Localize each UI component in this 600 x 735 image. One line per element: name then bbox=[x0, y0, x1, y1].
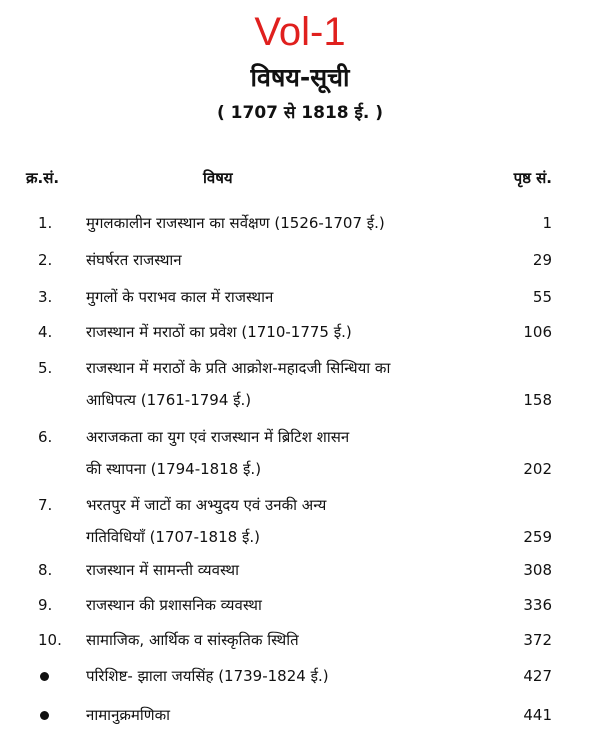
entry-title: आधिपत्य (1761-1794 ई.) bbox=[86, 391, 252, 409]
entry-page-number: 1 bbox=[542, 214, 552, 232]
entry-page-number: 158 bbox=[523, 391, 552, 409]
entry-number: 7. bbox=[38, 496, 53, 514]
entry-page-number: 427 bbox=[523, 667, 552, 685]
entry-title: राजस्थान की प्रशासनिक व्यवस्था bbox=[86, 596, 262, 614]
entry-title: गतिविधियाँ (1707-1818 ई.) bbox=[86, 528, 260, 546]
bullet-icon bbox=[40, 711, 49, 720]
entry-number: 5. bbox=[38, 359, 53, 377]
header-subject: विषय bbox=[203, 169, 233, 187]
entry-page-number: 259 bbox=[523, 528, 552, 546]
entry-title: राजस्थान में मराठों का प्रवेश (1710-1775 ई.) bbox=[86, 323, 352, 341]
entry-page-number: 308 bbox=[523, 561, 552, 579]
entry-number: 10. bbox=[38, 631, 62, 649]
page-subtitle: ( 1707 से 1818 ई. ) bbox=[216, 103, 384, 123]
entry-title: नामानुक्रमणिका bbox=[86, 706, 171, 724]
entry-number: 2. bbox=[38, 251, 53, 269]
entry-title: मुगलकालीन राजस्थान का सर्वेक्षण (1526-1707 ई.) bbox=[86, 214, 385, 232]
entry-number: 4. bbox=[38, 323, 53, 341]
entry-title: अराजकता का युग एवं राजस्थान में ब्रिटिश शासन bbox=[86, 428, 350, 446]
entry-page-number: 55 bbox=[532, 288, 552, 306]
entry-number: 3. bbox=[38, 288, 53, 306]
entry-number: 1. bbox=[38, 214, 53, 232]
entry-title: राजस्थान में मराठों के प्रति आक्रोश-महादजी सिन्धिया का bbox=[86, 359, 391, 377]
volume-label: Vol-1 bbox=[254, 10, 346, 54]
entry-number: 9. bbox=[38, 596, 53, 614]
entry-page-number: 372 bbox=[523, 631, 552, 649]
entry-page-number: 106 bbox=[523, 323, 552, 341]
entry-title: भरतपुर में जाटों का अभ्युदय एवं उनकी अन्य bbox=[86, 496, 327, 514]
entry-title: मुगलों के पराभव काल में राजस्थान bbox=[86, 288, 274, 306]
header-page: पृष्ठ सं. bbox=[513, 169, 552, 187]
entry-title: परिशिष्ट- झाला जयसिंह (1739-1824 ई.) bbox=[86, 667, 329, 685]
entry-page-number: 336 bbox=[523, 596, 552, 614]
entry-page-number: 29 bbox=[532, 251, 552, 269]
entry-title: राजस्थान में सामन्ती व्यवस्था bbox=[86, 561, 239, 579]
entry-number: 6. bbox=[38, 428, 53, 446]
bullet-icon bbox=[40, 672, 49, 681]
entry-page-number: 202 bbox=[523, 460, 552, 478]
entry-page-number: 441 bbox=[523, 706, 552, 724]
entry-title: संघर्षरत राजस्थान bbox=[86, 251, 182, 269]
entry-title: की स्थापना (1794-1818 ई.) bbox=[86, 460, 262, 478]
page-title: विषय-सूची bbox=[250, 63, 350, 92]
entry-number: 8. bbox=[38, 561, 53, 579]
entry-title: सामाजिक, आर्थिक व सांस्कृतिक स्थिति bbox=[86, 631, 299, 649]
header-number: क्र.सं. bbox=[26, 169, 60, 187]
